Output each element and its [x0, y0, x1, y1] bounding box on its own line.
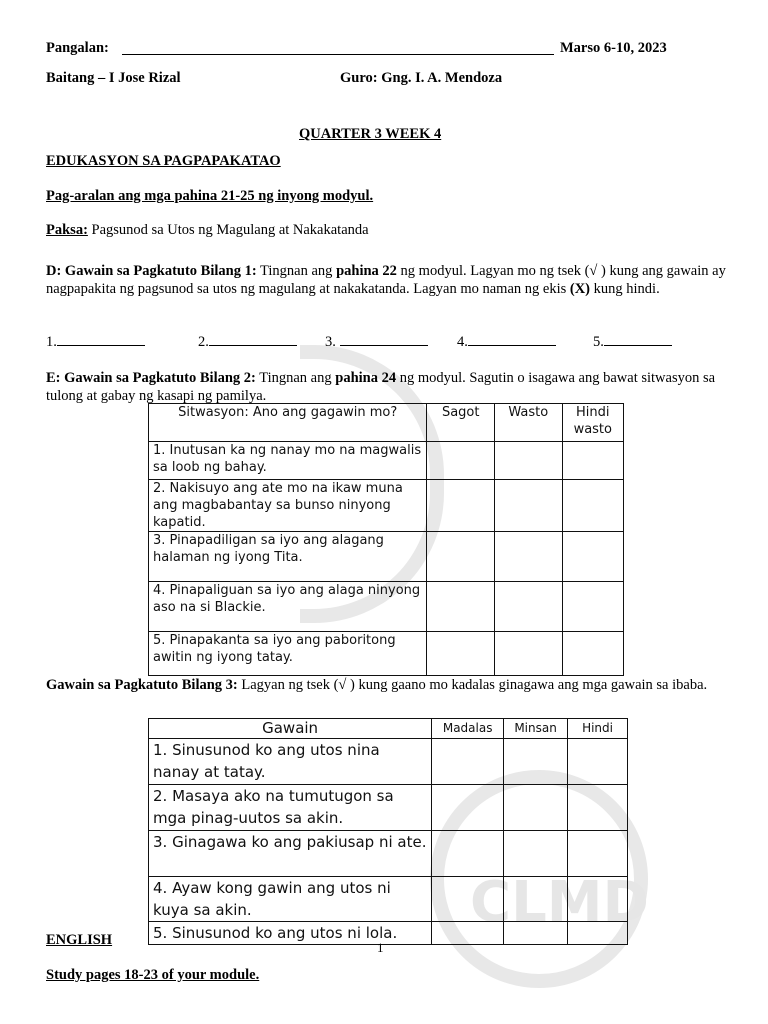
never-cell[interactable] — [568, 877, 628, 922]
table-row — [149, 532, 624, 582]
activity-d-label: D: Gawain sa Pagkatuto Bilang 1: — [46, 263, 257, 279]
activity-text: 3. Ginagawa ko ang pakiusap ni ate. — [149, 831, 432, 877]
subject-english: ENGLISH — [46, 932, 113, 948]
answer-cell[interactable] — [427, 532, 495, 582]
subject-esp: EDUKASYON SA PAGPAPAKATAO — [46, 153, 281, 169]
header-correct: Wasto — [495, 404, 563, 442]
answer-cell[interactable] — [427, 442, 495, 480]
header-never: Hindi — [568, 719, 628, 739]
table-row — [149, 922, 628, 945]
table-row — [149, 480, 624, 532]
answer-cell[interactable] — [427, 632, 495, 676]
header-often: Madalas — [432, 719, 504, 739]
study-instruction-english: Study pages 18-23 of your module. — [46, 967, 260, 983]
table-row — [149, 632, 624, 676]
sometimes-cell[interactable] — [504, 739, 568, 785]
correct-cell[interactable] — [495, 582, 563, 632]
activity-text: 2. Masaya ako na tumutugon sa mga pinag-uutos sa akin. — [149, 785, 432, 831]
often-cell[interactable] — [432, 877, 504, 922]
header-activity: Gawain — [149, 719, 432, 739]
header-situation: Sitwasyon: Ano ang gagawin mo? — [149, 404, 427, 442]
never-cell[interactable] — [568, 922, 628, 945]
activity-3-instructions: Gawain sa Pagkatuto Bilang 3: Lagyan ng tsek (√ ) kung gaano mo kadalas ginagawa ang mga gawain sa ibaba. — [46, 677, 708, 693]
correct-cell[interactable] — [495, 532, 563, 582]
never-cell[interactable] — [568, 739, 628, 785]
answer-blank-5[interactable]: 5. — [593, 333, 672, 351]
often-cell[interactable] — [432, 785, 504, 831]
situation-text: 4. Pinapaliguan sa iyo ang alaga ninyong aso na si Blackie. — [149, 582, 427, 632]
often-cell[interactable] — [432, 831, 504, 877]
never-cell[interactable] — [568, 831, 628, 877]
situation-text: 3. Pinapadiligan sa iyo ang alagang halaman ng iyong Tita. — [149, 532, 427, 582]
topic-text: Pagsunod sa Utos ng Magulang at Nakakatanda — [87, 222, 369, 238]
activity-d-instructions: D: Gawain sa Pagkatuto Bilang 1: Tingnan ang pahina 22 ng modyul. Lagyan mo ng tsek (√ ) kung ang gawain ay nagpapakita ng pagsunod sa utos ng magulang at nakakatanda. Lagyan mo naman ng ekis (X) kung hindi. — [46, 263, 726, 297]
name-line — [122, 41, 554, 55]
incorrect-cell[interactable] — [562, 442, 623, 480]
table-row — [149, 442, 624, 480]
answer-blank-4[interactable]: 4. — [457, 333, 556, 351]
answer-cell[interactable] — [427, 582, 495, 632]
table-row — [149, 582, 624, 632]
incorrect-cell[interactable] — [562, 582, 623, 632]
answer-cell[interactable] — [427, 480, 495, 532]
page-number: 1 — [377, 940, 384, 955]
activity-e-instructions: E: Gawain sa Pagkatuto Bilang 2: Tingnan ang pahina 24 ng modyul. Sagutin o isagawa ang bawat sitwasyon sa tulong at gabay ng kasapi ng pamilya. — [46, 370, 716, 404]
activity-text: 5. Sinusunod ko ang utos ni lola. — [149, 922, 432, 945]
correct-cell[interactable] — [495, 480, 563, 532]
quarter-title: QUARTER 3 WEEK 4 — [299, 126, 442, 142]
sometimes-cell[interactable] — [504, 877, 568, 922]
answer-blank-1[interactable]: 1. — [46, 333, 145, 351]
activity-3-label: Gawain sa Pagkatuto Bilang 3: — [46, 677, 238, 693]
never-cell[interactable] — [568, 785, 628, 831]
situation-text: 5. Pinapakanta sa iyo ang paboritong awitin ng iyong tatay. — [149, 632, 427, 676]
correct-cell[interactable] — [495, 632, 563, 676]
topic-label: Paksa: — [46, 222, 88, 238]
activity-e-label: E: Gawain sa Pagkatuto Bilang 2: — [46, 370, 256, 386]
activity-text: 1. Sinusunod ko ang utos nina nanay at tatay. — [149, 739, 432, 785]
activity-text: 4. Ayaw kong gawin ang utos ni kuya sa akin. — [149, 877, 432, 922]
situation-text: 2. Nakisuyo ang ate mo na ikaw muna ang magbabantay sa bunso ninyong kapatid. — [149, 480, 427, 532]
situation-text: 1. Inutusan ka ng nanay mo na magwalis sa loob ng bahay. — [149, 442, 427, 480]
date: Marso 6-10, 2023 — [560, 40, 667, 56]
sometimes-cell[interactable] — [504, 785, 568, 831]
header-incorrect: Hindi wasto — [562, 404, 623, 442]
study-instruction-esp: Pag-aralan ang mga pahina 21-25 ng inyong modyul. — [46, 188, 374, 204]
sometimes-cell[interactable] — [504, 831, 568, 877]
header-sometimes: Minsan — [504, 719, 568, 739]
topic — [46, 222, 369, 239]
table-row — [149, 785, 628, 831]
grade-section: Baitang – I Jose Rizal — [46, 70, 181, 86]
watermark-text: CLMD — [470, 870, 649, 935]
incorrect-cell[interactable] — [562, 480, 623, 532]
correct-cell[interactable] — [495, 442, 563, 480]
teacher: Guro: Gng. I. A. Mendoza — [340, 70, 503, 86]
answer-blank-3[interactable]: 3. — [325, 333, 428, 351]
table-row — [149, 739, 628, 785]
table-row — [149, 877, 628, 922]
sometimes-cell[interactable] — [504, 922, 568, 945]
incorrect-cell[interactable] — [562, 632, 623, 676]
table-row — [149, 831, 628, 877]
frequency-table — [148, 718, 628, 945]
answer-blank-2[interactable]: 2. — [198, 333, 297, 351]
incorrect-cell[interactable] — [562, 532, 623, 582]
situation-table — [148, 403, 624, 676]
often-cell[interactable] — [432, 739, 504, 785]
name-label: Pangalan: — [46, 40, 109, 56]
often-cell[interactable] — [432, 922, 504, 945]
header-answer: Sagot — [427, 404, 495, 442]
